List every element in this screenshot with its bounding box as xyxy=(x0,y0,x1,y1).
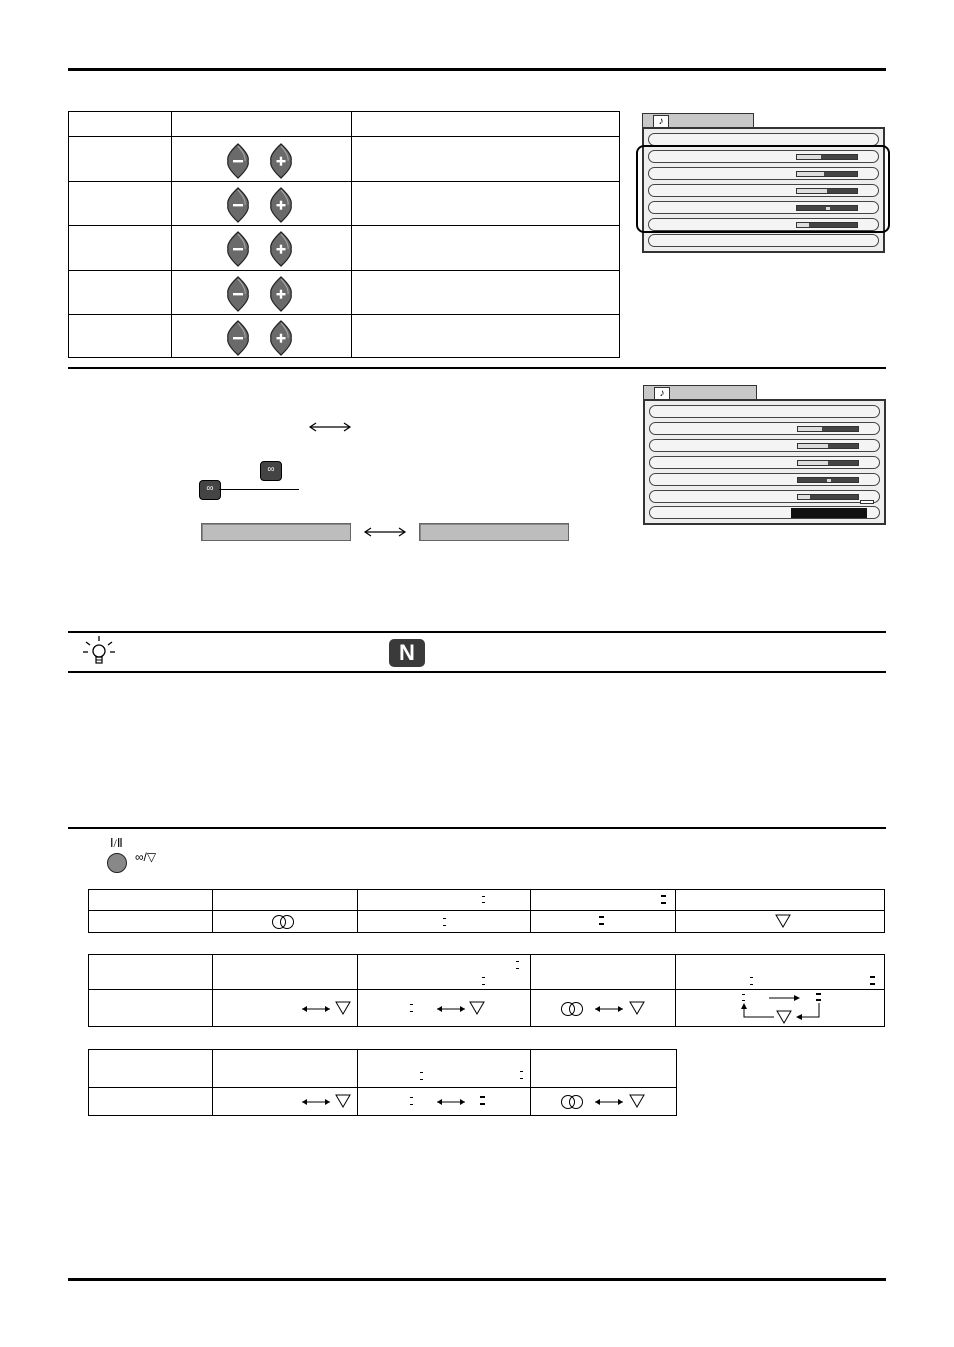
osd-setting-row xyxy=(649,473,880,486)
triangle-symbol xyxy=(469,1001,485,1015)
triangle-symbol xyxy=(775,914,791,928)
level-bar xyxy=(797,443,859,449)
rings-symbol xyxy=(559,1001,585,1022)
minus-button-icon xyxy=(226,276,250,312)
surround-indicator-icon: ∞ xyxy=(199,480,221,500)
minus-button-icon xyxy=(226,320,250,356)
double-arrow-1 xyxy=(308,420,352,434)
minus-button-icon xyxy=(226,187,250,223)
leader-line xyxy=(219,489,299,490)
mode-box-right xyxy=(419,523,569,541)
rings-symbol xyxy=(270,914,296,935)
plus-button-icon xyxy=(269,143,293,179)
stereo-button-icon xyxy=(107,853,127,873)
tip-rule-top xyxy=(68,631,886,633)
triangle-symbol xyxy=(776,1010,792,1024)
plus-button-icon xyxy=(269,276,293,312)
top-rule xyxy=(68,68,886,71)
osd-setting-row xyxy=(649,422,880,435)
plus-button-icon xyxy=(269,187,293,223)
triangle-symbol xyxy=(335,1001,351,1015)
osd-setting-row xyxy=(649,456,880,469)
osd-setting-row xyxy=(649,490,880,503)
triangle-symbol xyxy=(629,1001,645,1015)
triangle-symbol xyxy=(335,1094,351,1108)
level-bar xyxy=(797,426,859,432)
mode-box-left xyxy=(201,523,351,541)
triangle-symbol xyxy=(629,1094,645,1108)
minus-button-icon xyxy=(226,143,250,179)
note-icon: ♪ xyxy=(654,387,670,401)
bottom-rule xyxy=(68,1278,886,1281)
minus-button-icon xyxy=(226,231,250,267)
stereo-label: Ⅰ/Ⅱ xyxy=(110,836,123,850)
rings-symbol xyxy=(559,1094,585,1115)
lightbulb-icon xyxy=(80,634,120,670)
n-button-icon: N xyxy=(389,639,425,667)
mode-symbols: ∞/▽ xyxy=(135,850,157,864)
note-icon: ♪ xyxy=(653,115,669,129)
section-rule-2 xyxy=(68,827,886,829)
tip-rule-bottom xyxy=(68,671,886,673)
plus-button-icon xyxy=(269,231,293,267)
highlight-frame xyxy=(636,145,890,233)
surround-button-icon: ∞ xyxy=(260,461,282,481)
level-bar xyxy=(797,477,859,483)
double-arrow-2 xyxy=(363,525,407,539)
osd-setting-row xyxy=(649,439,880,452)
level-bar xyxy=(797,460,859,466)
section-rule-1 xyxy=(68,367,886,369)
plus-button-icon xyxy=(269,320,293,356)
level-bar xyxy=(797,494,859,500)
